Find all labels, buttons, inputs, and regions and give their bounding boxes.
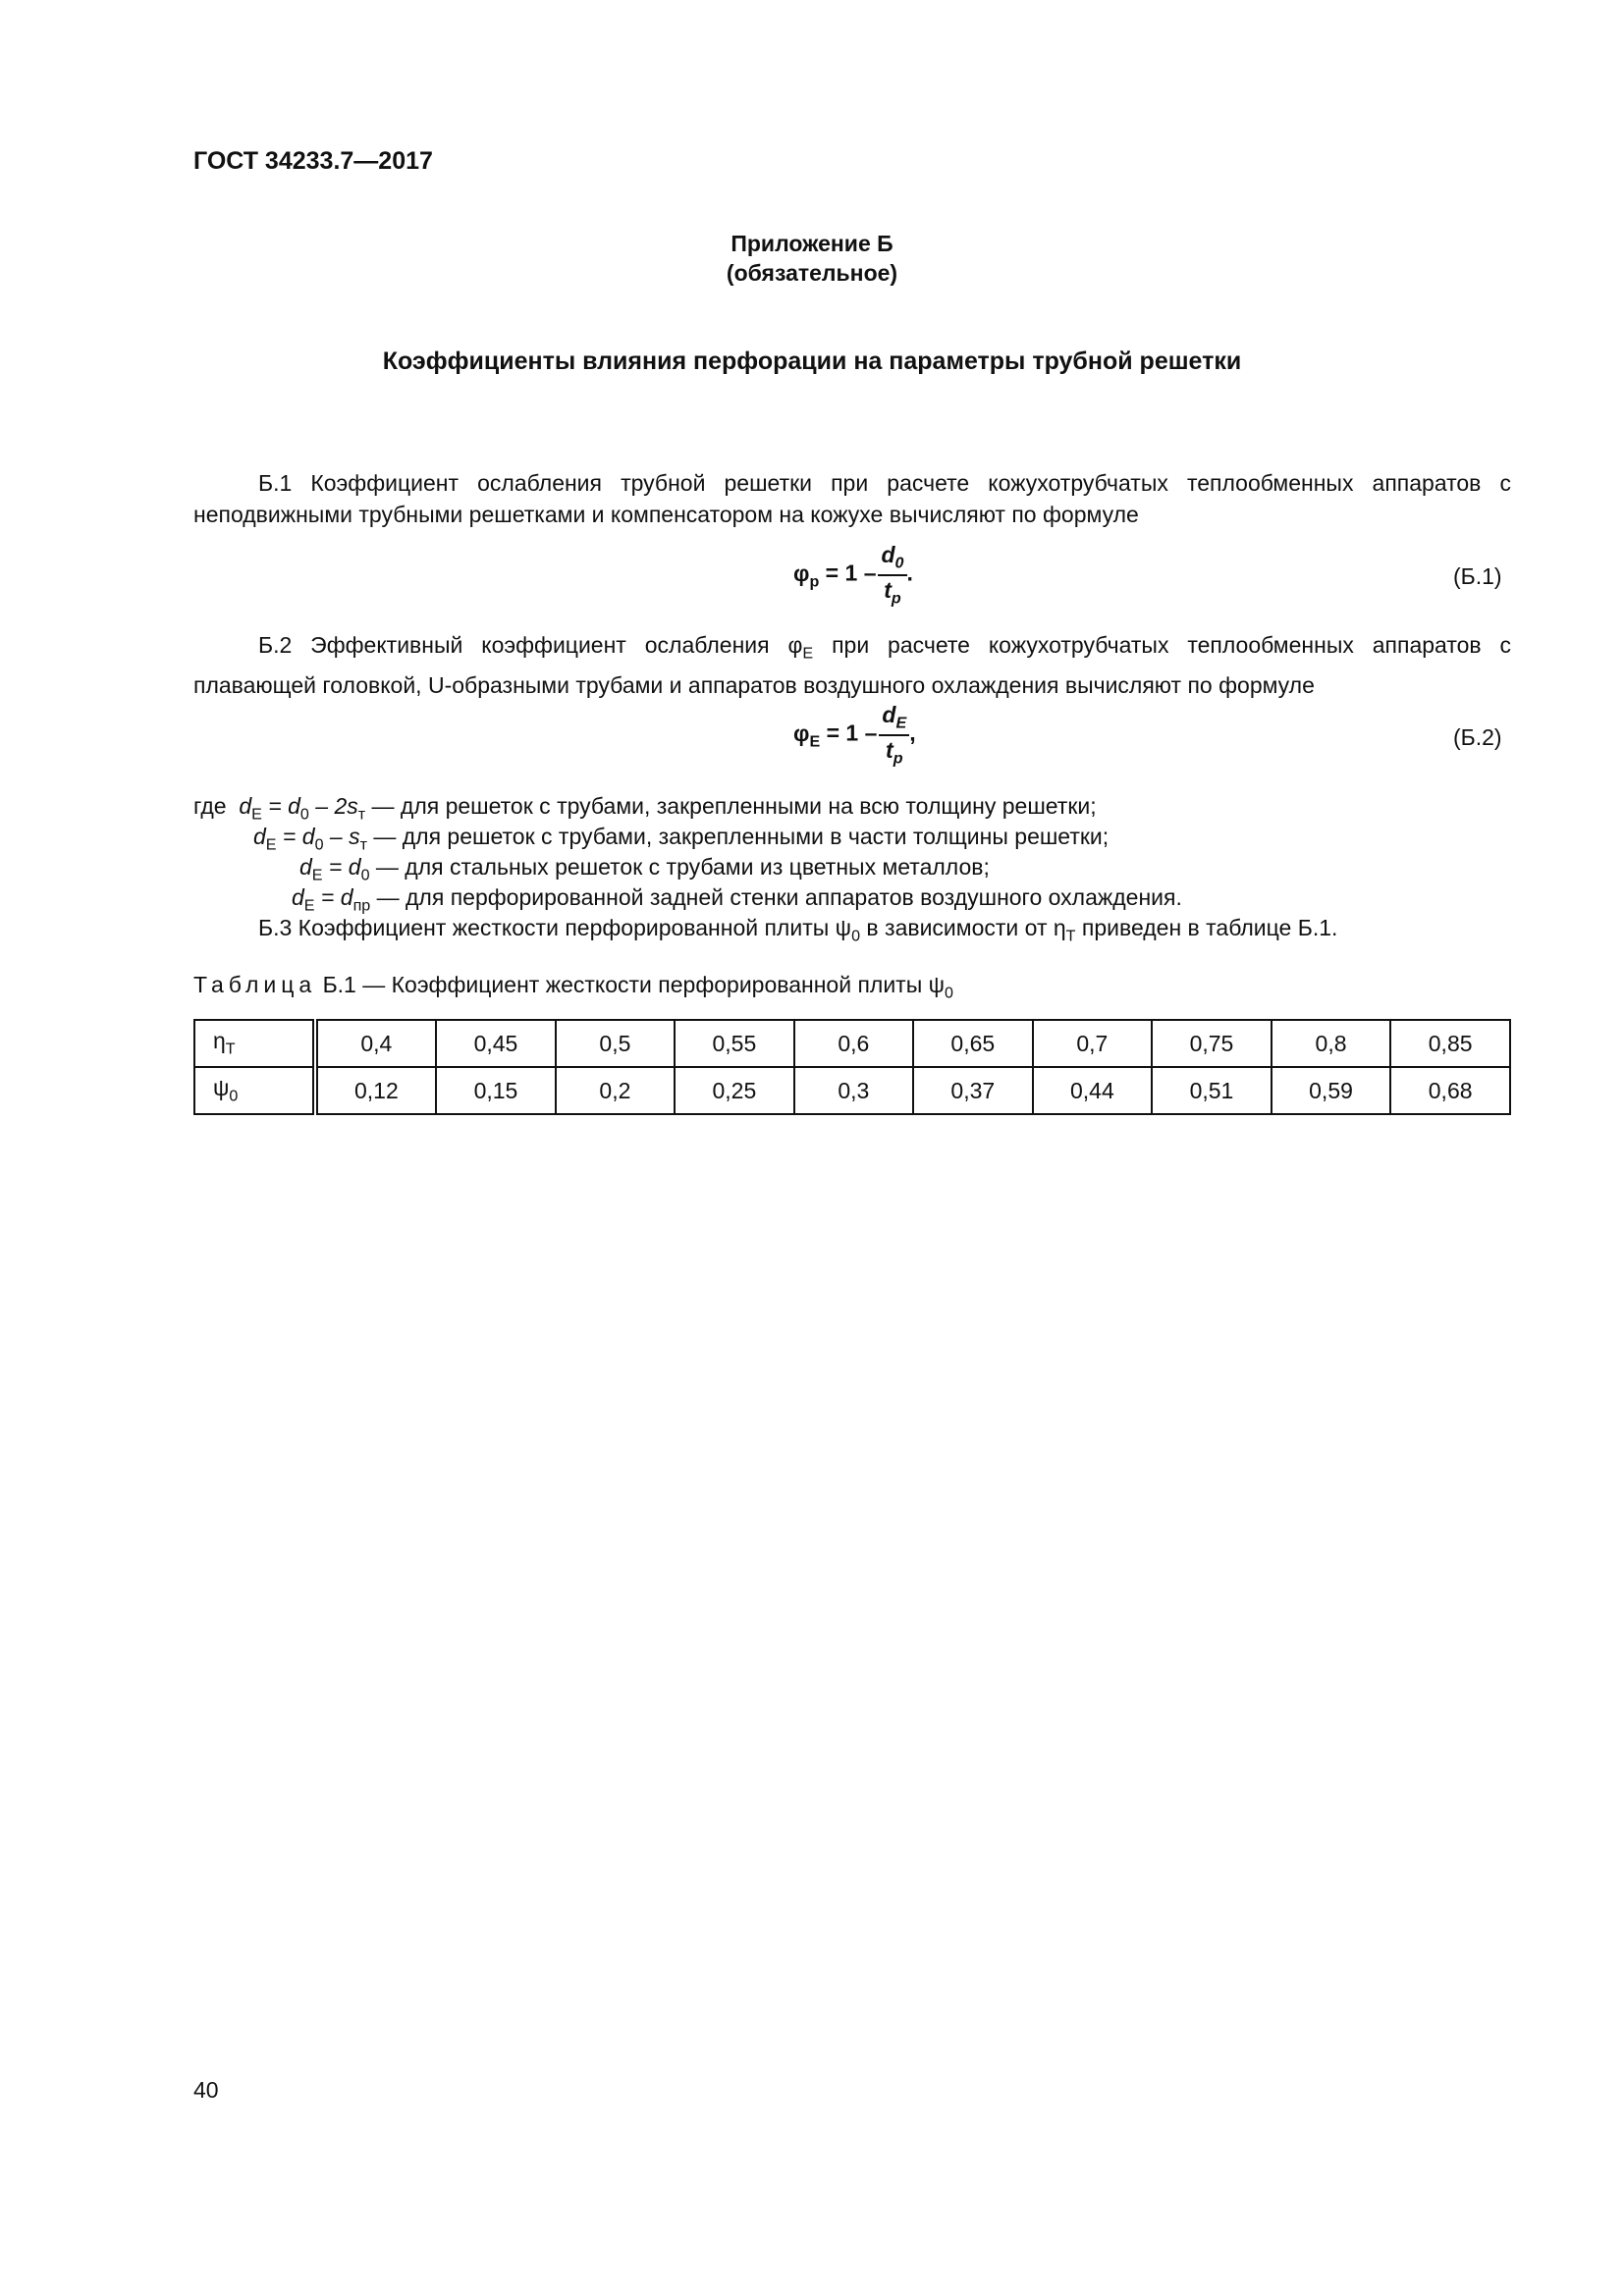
equation-number-b1: (Б.1) bbox=[1453, 563, 1502, 589]
table-cell: 0,15 bbox=[436, 1067, 556, 1114]
table-caption-text: Б.1 — Коэффициент жесткости перфорированной плиты bbox=[316, 972, 929, 997]
formula-b2-fraction: $\frac{d_E}{t_p}$ bbox=[879, 702, 909, 768]
table-cell: 0,3 bbox=[794, 1067, 913, 1114]
formula-b1 bbox=[793, 542, 913, 608]
table-cell: 0,6 bbox=[794, 1020, 913, 1067]
table-cell: 0,2 bbox=[556, 1067, 675, 1114]
phi-e-symbol: $\varphi_E$ bbox=[787, 632, 814, 663]
document-header: ГОСТ 34233.7—2017 bbox=[193, 147, 433, 175]
table-cell: 0,75 bbox=[1152, 1020, 1272, 1067]
appendix-status: (обязательное) bbox=[726, 260, 898, 286]
table-cell: 0,59 bbox=[1272, 1067, 1391, 1114]
table-cell: 0,44 bbox=[1033, 1067, 1153, 1114]
table-row-eta bbox=[194, 1020, 1510, 1067]
table-cell: 0,68 bbox=[1390, 1067, 1510, 1114]
table-cell: 0,85 bbox=[1390, 1020, 1510, 1067]
formula-b2-lhs: $\varphi_E$ bbox=[793, 720, 821, 751]
table-cell: 0,55 bbox=[675, 1020, 794, 1067]
page-number: 40 bbox=[193, 2077, 219, 2103]
formula-b1-fraction: $\frac{d_0}{t_p}$ bbox=[878, 542, 906, 608]
paragraph-b2 bbox=[193, 629, 1511, 701]
table-cell: 0,5 bbox=[556, 1020, 675, 1067]
formula-b2-eq: = 1 – bbox=[820, 720, 878, 746]
where-line-2: $d_E = d_0 - s_т$ — для решеток с трубами, закрепленными в части толщины решетки; bbox=[253, 824, 1110, 854]
table-cell: 0,12 bbox=[315, 1067, 437, 1114]
appendix-heading bbox=[0, 229, 1624, 288]
table-cell: 0,4 bbox=[315, 1020, 437, 1067]
row-header-psi: $\psi_0$ bbox=[194, 1067, 315, 1114]
formula-b2 bbox=[793, 702, 916, 768]
where-word: где bbox=[193, 793, 227, 819]
equation-number-b2: (Б.2) bbox=[1453, 724, 1502, 750]
table-caption: Таблица Б.1 — Коэффициент жесткости перфорированной плиты $\psi_0$ bbox=[193, 972, 953, 1002]
paragraph-b2-end: при расчете кожухотрубчатых теплообменных аппаратов с плавающей головкой, U-образными трубами и аппаратов воздушного охлаждения вычисляют по формуле bbox=[193, 632, 1511, 698]
table-cell: 0,7 bbox=[1033, 1020, 1153, 1067]
paragraph-b1-text: Б.1 Коэффициент ослабления трубной решетки при расчете кожухотрубчатых теплообменных аппаратов с неподвижными трубными решетками и компенсатором на кожухе вычисляют по формуле bbox=[193, 470, 1511, 527]
table-row-psi bbox=[194, 1067, 1510, 1114]
where-line-4: $d_E = d_{пр}$ — для перфорированной задней стенки аппаратов воздушного охлаждения. bbox=[292, 884, 1182, 915]
table-caption-label: Таблица bbox=[193, 972, 317, 997]
appendix-title: Приложение Б bbox=[731, 231, 893, 256]
paragraph-b3: Б.3 Коэффициент жесткости перфорированной плиты $\psi_0$ в зависимости от $\eta_T$ приведен в таблице Б.1. bbox=[258, 915, 1338, 945]
table-cell: 0,65 bbox=[913, 1020, 1033, 1067]
table-cell: 0,45 bbox=[436, 1020, 556, 1067]
formula-b1-eq: = 1 – bbox=[819, 560, 877, 586]
paragraph-b1 bbox=[193, 467, 1511, 530]
formula-b1-tail: . bbox=[906, 560, 913, 586]
where-line-1: где $d_E = d_0 - 2s_т$ — для решеток с трубами, закрепленными на всю толщину решетки; bbox=[193, 793, 1097, 824]
table-cell: 0,51 bbox=[1152, 1067, 1272, 1114]
paragraph-b2-start: Б.2 Эффективный коэффициент ослабления bbox=[258, 632, 788, 658]
formula-b2-tail: , bbox=[909, 720, 916, 746]
coefficient-table bbox=[193, 1019, 1511, 1115]
table-cell: 0,37 bbox=[913, 1067, 1033, 1114]
page-title: Коэффициенты влияния перфорации на параметры трубной решетки bbox=[382, 347, 1242, 375]
where-line-3: $d_E = d_0$ — для стальных решеток с трубами из цветных металлов; bbox=[299, 854, 990, 884]
table-cell: 0,25 bbox=[675, 1067, 794, 1114]
row-header-eta: $\eta_T$ bbox=[194, 1020, 315, 1067]
formula-b1-lhs: $\varphi_p$ bbox=[793, 560, 820, 591]
table-cell: 0,8 bbox=[1272, 1020, 1391, 1067]
